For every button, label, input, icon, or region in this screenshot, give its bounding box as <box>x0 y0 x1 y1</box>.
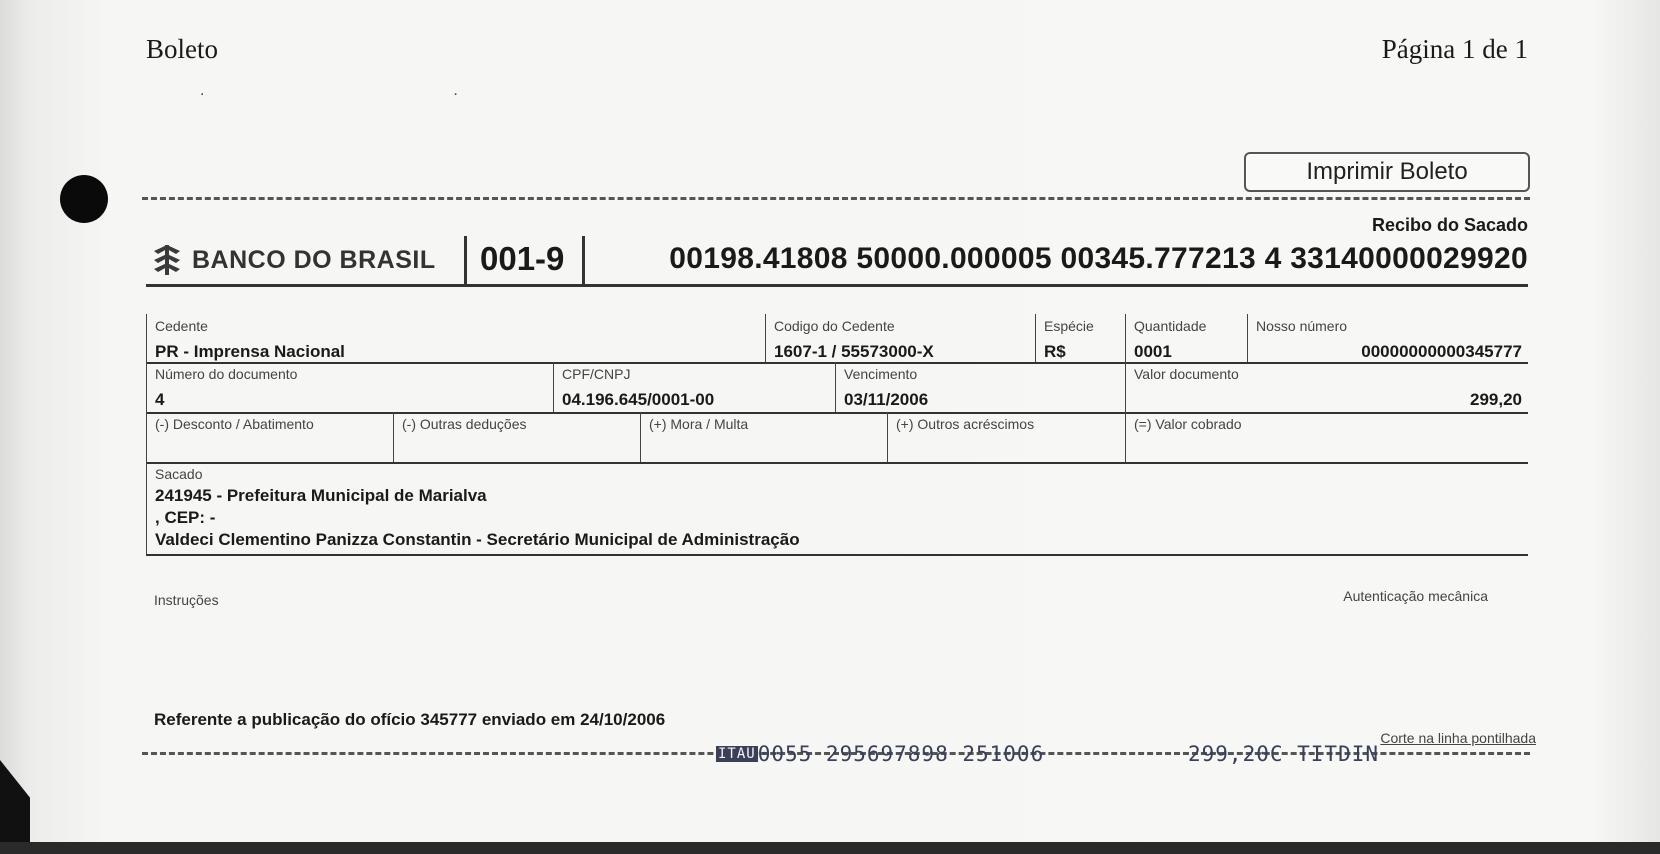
numero-documento-value: 4 <box>155 390 165 409</box>
valor-documento-value: 299,20 <box>1470 390 1522 409</box>
nosso-numero-label: Nosso número <box>1256 318 1348 334</box>
cedente-label: Cedente <box>155 318 208 334</box>
mechanical-auth-stamp <box>716 742 1044 766</box>
outros-acrescimos-label: (+) Outros acréscimos <box>896 416 1035 432</box>
stamp-bank-mark: ITAU <box>718 746 756 762</box>
bank-header-row <box>146 236 1528 287</box>
outras-deducoes-label: (-) Outras deduções <box>402 416 527 432</box>
punch-hole <box>60 175 108 223</box>
valor-cobrado-label: (=) Valor cobrado <box>1134 416 1242 432</box>
sacado-label: Sacado <box>155 466 203 482</box>
codigo-cedente-label: Codigo do Cedente <box>774 318 895 334</box>
codigo-cedente-value: 1607-1 / 55573000-X <box>774 342 934 361</box>
form-row-1 <box>146 314 1528 364</box>
valor-documento-cell <box>1125 362 1528 412</box>
autenticacao-label: Autenticação mecânica <box>1343 588 1488 604</box>
outros-acrescimos-cell <box>887 412 1125 462</box>
cedente-cell <box>146 314 765 362</box>
cedente-value: PR - Imprensa Nacional <box>155 342 345 361</box>
bank-logo-icon <box>150 243 184 277</box>
bank-divider-2 <box>582 236 585 286</box>
instrucoes-label: Instruções <box>154 592 219 608</box>
numero-documento-cell <box>146 362 553 412</box>
numero-documento-label: Número do documento <box>155 366 298 382</box>
page-title: Boleto <box>146 34 218 64</box>
vencimento-cell <box>835 362 1125 412</box>
outras-deducoes-cell <box>393 412 640 462</box>
valor-documento-label: Valor documento <box>1134 366 1239 382</box>
corte-label: Corte na linha pontilhada <box>1380 730 1536 746</box>
especie-value: R$ <box>1044 342 1066 361</box>
receipt-label: Recibo do Sacado <box>1371 215 1528 235</box>
quantidade-value: 0001 <box>1134 342 1172 361</box>
mora-multa-label: (+) Mora / Multa <box>649 416 749 432</box>
scan-specks: . . <box>200 82 538 99</box>
vencimento-value: 03/11/2006 <box>844 390 929 409</box>
bank-logo <box>150 240 436 280</box>
quantidade-label: Quantidade <box>1134 318 1207 334</box>
bank-code: 001-9 <box>480 240 565 277</box>
sacado-line-1: 241945 - Prefeitura Municipal de Marialva <box>155 486 487 505</box>
page-number: Página 1 de 1 <box>1381 34 1528 64</box>
codigo-cedente-cell <box>765 314 1035 362</box>
especie-cell <box>1035 314 1125 362</box>
especie-label: Espécie <box>1044 318 1094 334</box>
stamp-code: 0055 295697898 251006 <box>757 742 1045 766</box>
bank-divider-1 <box>464 236 467 286</box>
cpf-cnpj-cell <box>553 362 835 412</box>
stamp-amount: 299,20C TITDIN <box>1188 742 1380 766</box>
top-dashed-line <box>142 197 1530 200</box>
nosso-numero-cell <box>1247 314 1528 362</box>
print-boleto-button[interactable]: Imprimir Boleto <box>1244 152 1530 192</box>
form-row-2 <box>146 362 1528 414</box>
cpf-cnpj-value: 04.196.645/0001-00 <box>562 390 715 409</box>
desconto-cell <box>146 412 393 462</box>
quantidade-cell <box>1125 314 1247 362</box>
sacado-line-3: Valdeci Clementino Panizza Constantin - Secretário Municipal de Administração <box>155 530 800 549</box>
valor-cobrado-cell <box>1125 412 1528 462</box>
referencia-text: Referente a publicação do ofício 345777 enviado em 24/10/2006 <box>154 710 666 729</box>
nosso-numero-value: 00000000000345777 <box>1361 342 1522 361</box>
sacado-line-2: , CEP: - <box>155 508 216 527</box>
cpf-cnpj-label: CPF/CNPJ <box>562 366 631 382</box>
bank-name: BANCO DO BRASIL <box>192 245 436 274</box>
vencimento-label: Vencimento <box>844 366 918 382</box>
form-row-3 <box>146 412 1528 464</box>
paper-bottom-edge <box>0 842 1660 854</box>
sacado-block <box>146 462 1528 556</box>
mora-multa-cell <box>640 412 887 462</box>
desconto-label: (-) Desconto / Abatimento <box>155 416 314 432</box>
digitable-line: 00198.41808 50000.000005 00345.777213 4 33140000029920 <box>669 242 1528 275</box>
